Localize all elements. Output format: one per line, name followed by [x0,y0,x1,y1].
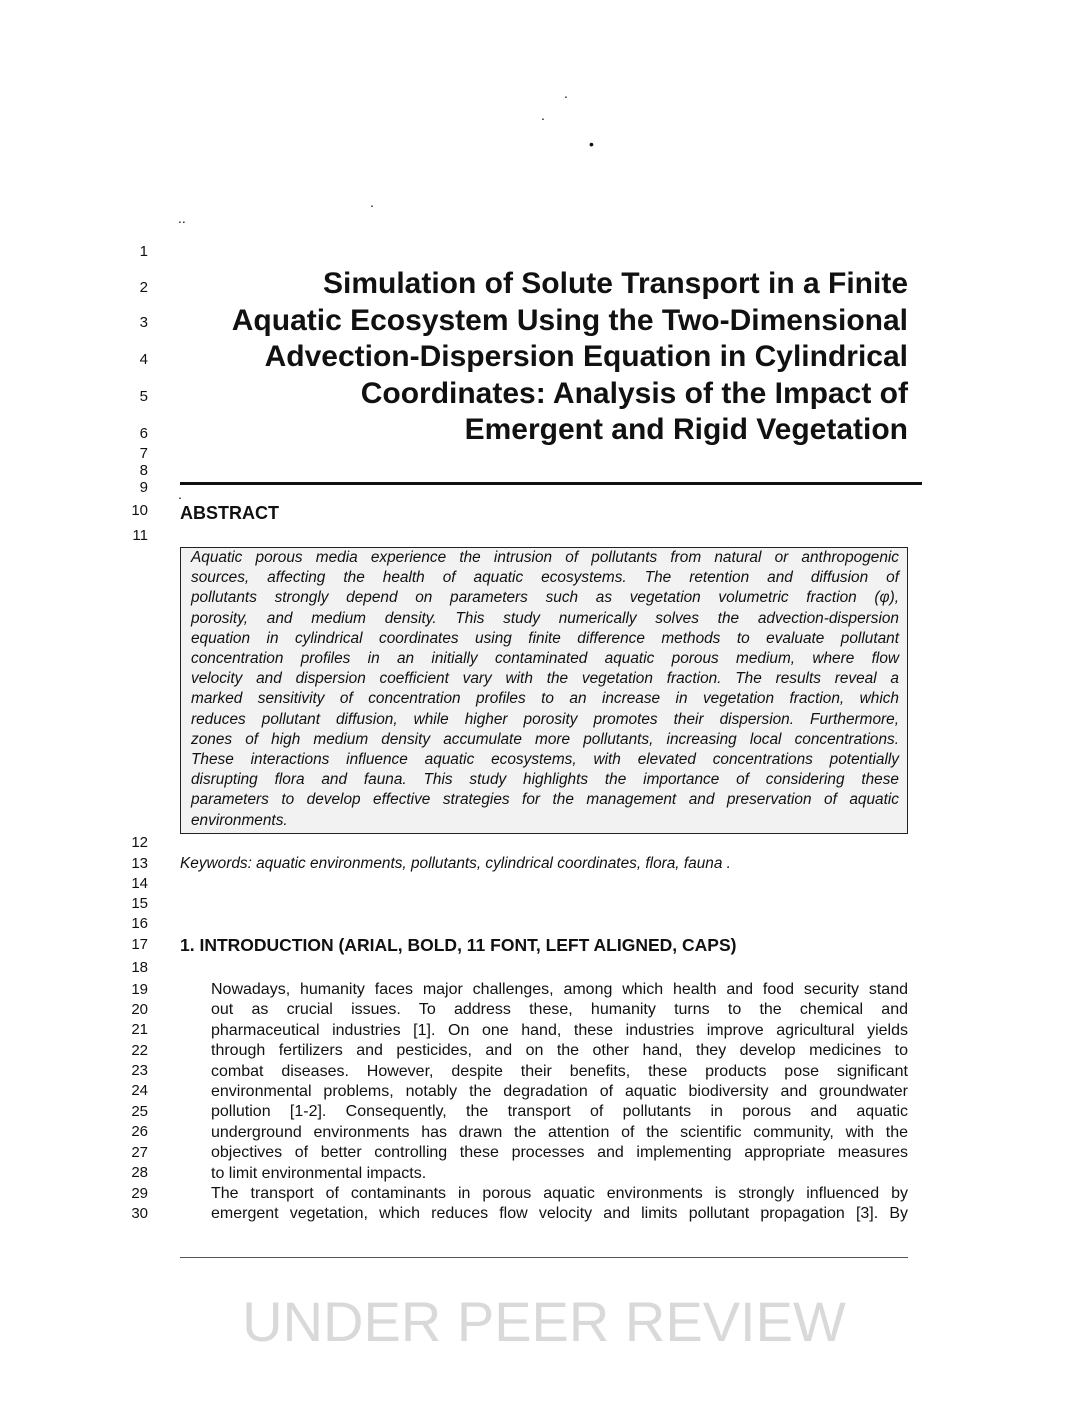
title-line: Emergent and Rigid Vegetation [464,413,908,447]
line-number: 2 [139,279,148,296]
body-line: to limit environmental impacts. [211,1164,427,1182]
line-number: 14 [131,875,148,892]
abstract-line: zones of high medium density accumulate more pollutants, increasing local concentrations. [191,730,899,748]
body-line: environmental problems, notably the degradation of aquatic biodiversity and groundwater [211,1083,908,1100]
abstract-line: pollutants strongly depend on parameters such as vegetation volumetric fraction (φ), [191,589,899,607]
section-heading-introduction: 1. INTRODUCTION (ARIAL, BOLD, 11 FONT, LEFT ALIGNED, CAPS) [180,935,737,955]
abstract-line: These interactions influence aquatic ecosystems, with elevated concentrations potentially [191,751,899,768]
line-number: 3 [139,314,148,331]
abstract-line: equation in cylindrical coordinates using finite difference methods to evaluate pollutant [191,629,899,647]
abstract-line: velocity and dispersion coefficient vary with the vegetation fraction. The results reveal a [191,670,899,688]
line-number: 20 [131,1001,148,1018]
body-line: combat diseases. However, despite their benefits, these products pose significant [211,1062,908,1080]
abstract-line: parameters to develop effective strategies for the management and preservation of aquatic [191,791,899,809]
line-number: 21 [131,1021,148,1038]
body-line: The transport of contaminants in porous aquatic environments is strongly influenced by [211,1185,908,1202]
abstract-line: environments. [191,811,288,829]
title-line: Simulation of Solute Transport in a Finite [322,267,908,300]
stray-mark: .. [178,210,186,226]
body-line: pharmaceutical industries [1]. On one hand, these industries improve agricultural yields [211,1021,908,1039]
line-number: 10 [131,502,148,519]
line-number: 8 [139,462,148,479]
abstract-line: sources, affecting the health of aquatic ecosystems. The retention and diffusion of [191,569,899,587]
line-number: 23 [131,1062,148,1079]
abstract-line: reduces pollutant diffusion, while higher porosity promotes their dispersion. Furthermore, [191,710,899,728]
line-number: 25 [131,1103,148,1120]
line-number: 17 [131,936,148,953]
line-number: 22 [131,1042,148,1059]
body-line: pollution [1-2]. Consequently, the transport of pollutants in porous and aquatic [211,1103,908,1121]
title-rule [180,482,922,485]
line-number: 30 [131,1205,148,1222]
line-number: 16 [131,915,148,932]
line-number: 18 [131,959,148,976]
stray-mark: . [370,194,374,210]
body-line: objectives of better controlling these processes and implementing appropriate measures [211,1144,908,1162]
keywords: Keywords: aquatic environments, pollutants, cylindrical coordinates, flora, fauna . [180,855,731,872]
line-number: 29 [131,1185,148,1202]
body-line: Nowadays, humanity faces major challenges, among which health and food security stand [211,981,908,998]
stray-mark: . [541,107,545,123]
stray-mark: . [564,85,568,101]
line-number: 19 [131,981,148,998]
abstract-line: porosity, and medium density. This study numerically solves the advection-dispersion [191,609,899,627]
line-number: 6 [139,425,148,442]
line-number: 28 [131,1164,148,1181]
body-line: through fertilizers and pesticides, and on the other hand, they develop medicines to [211,1042,908,1060]
stray-mark: • [589,136,594,152]
title-line: Aquatic Ecosystem Using the Two-Dimensional [231,303,908,337]
abstract-line: Aquatic porous media experience the intrusion of pollutants from natural or anthropogenic [191,549,899,566]
line-number: 15 [131,895,148,912]
footer-rule [180,1257,908,1258]
watermark: UNDER PEER REVIEW [242,1290,846,1353]
stray-mark: . [178,486,182,502]
abstract-heading: ABSTRACT [180,503,279,523]
abstract-line: marked sensitivity of concentration profiles to an increase in vegetation fraction, which [191,690,899,708]
line-number: 24 [131,1082,148,1099]
line-number: 11 [132,527,148,544]
abstract-line: disrupting flora and fauna. This study highlights the importance of considering these [191,771,899,789]
line-number: 1 [139,243,148,260]
abstract-box [180,547,908,834]
line-number: 5 [139,388,148,405]
line-number: 9 [139,479,148,496]
body-line: emergent vegetation, which reduces flow velocity and limits pollutant propagation [3]. By [211,1205,908,1223]
line-number: 12 [131,834,148,851]
title-line: Coordinates: Analysis of the Impact of [360,376,908,410]
line-number: 13 [131,855,148,872]
body-line: underground environments has drawn the attention of the scientific community, with the [211,1123,908,1141]
line-number: 4 [139,351,148,368]
abstract-line: concentration profiles in an initially contaminated aquatic porous medium, where flow [191,650,899,667]
line-number: 26 [131,1123,148,1140]
title-line: Advection-Dispersion Equation in Cylindrical [264,340,908,374]
line-number: 7 [139,445,148,462]
body-line: out as crucial issues. To address these, humanity turns to the chemical and [211,1001,908,1019]
line-number: 27 [131,1144,148,1161]
